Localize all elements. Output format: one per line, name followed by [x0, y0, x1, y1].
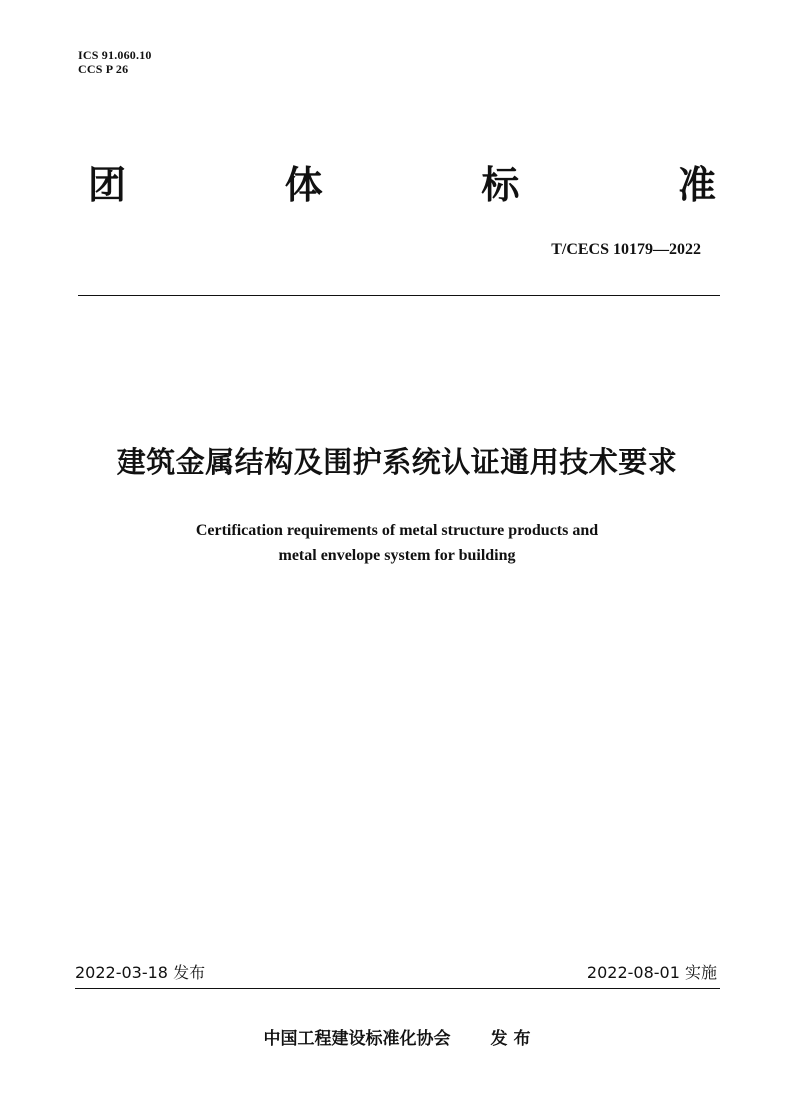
- ccs-code: CCS P 26: [78, 62, 129, 76]
- publisher-name: 中国工程建设标准化协会: [263, 1029, 451, 1049]
- publisher-action: 发 布: [490, 1029, 531, 1049]
- implementation-date: 2022-08-01 实施: [586, 963, 717, 982]
- ics-code: ICS 91.060.10: [78, 48, 152, 62]
- standard-type-char: 体: [284, 163, 323, 207]
- standard-type-heading: [88, 160, 716, 210]
- standard-type-char: 准: [677, 163, 716, 207]
- standard-number: T/CECS 10179—2022: [551, 241, 701, 258]
- title-english: [0, 518, 794, 568]
- title-english-line: Certification requirements of metal structure products and: [195, 522, 599, 539]
- footer-divider: [75, 988, 720, 989]
- issue-date: 2022-03-18 发布: [75, 963, 206, 982]
- classification-codes: [78, 48, 152, 76]
- title-chinese: 建筑金属结构及围护系统认证通用技术要求: [116, 445, 678, 479]
- publisher-line: [0, 1026, 794, 1052]
- title-english-line: metal envelope system for building: [278, 547, 516, 564]
- standard-type-char: 团: [88, 163, 127, 207]
- standard-type-char: 标: [481, 163, 520, 207]
- header-divider: [78, 295, 720, 296]
